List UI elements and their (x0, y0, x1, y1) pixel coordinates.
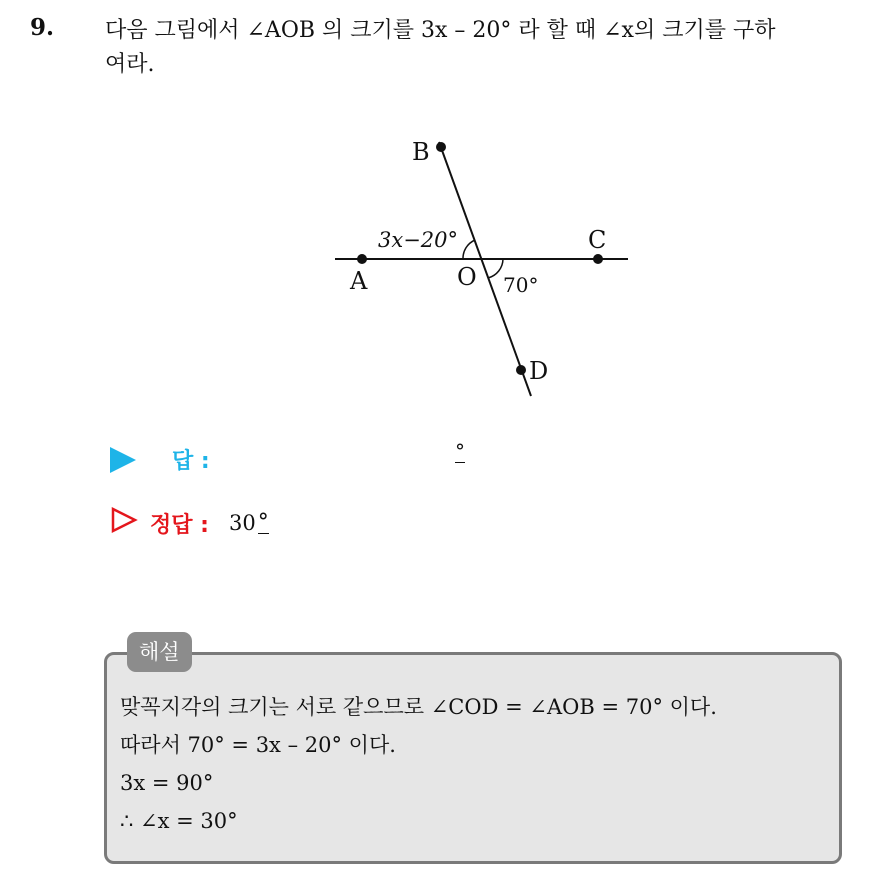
correct-unit: ° (257, 509, 269, 535)
answer-unit: ° (455, 439, 465, 463)
point-b (436, 142, 446, 152)
correct-row (110, 506, 269, 540)
explanation-line-4: ∴ ∠x = 30° (120, 809, 238, 833)
arc-cod (488, 259, 503, 278)
explanation-tab: 해설 (127, 632, 192, 672)
question-text (105, 14, 865, 82)
question-number: 9. (30, 14, 55, 41)
answer-label: 답 : (172, 449, 210, 474)
arc-aob (463, 240, 475, 259)
label-angle-aob: 3x−20° (378, 228, 459, 252)
label-c: C (588, 226, 607, 254)
line-bd (439, 142, 531, 396)
label-angle-cod: 70° (503, 273, 539, 297)
point-c (593, 254, 603, 264)
explanation-line-1: 맞꼭지각의 크기는 서로 같으므로 ∠COD = ∠AOB = 70° 이다. (120, 695, 717, 719)
outline-triangle-icon (110, 506, 138, 540)
filled-triangle-icon (110, 447, 136, 473)
point-a (357, 254, 367, 264)
explanation-line-3: 3x = 90° (120, 771, 214, 795)
label-d: D (529, 357, 549, 385)
correct-label: 정답 : (150, 512, 209, 538)
question-line-2: 여라. (105, 52, 155, 77)
label-o: O (457, 263, 477, 291)
answer-row (110, 444, 210, 475)
label-b: B (412, 138, 430, 166)
question-line-1: 다음 그림에서 ∠AOB 의 크기를 3x – 20° 라 할 때 ∠x의 크기를 구하 (105, 18, 776, 43)
angle-figure (330, 128, 640, 403)
label-a: A (350, 267, 368, 295)
angle-diagram (330, 128, 640, 403)
point-d (516, 365, 526, 375)
explanation-line-2: 따라서 70° = 3x – 20° 이다. (120, 733, 396, 757)
explanation-lines (120, 688, 717, 840)
correct-value: 30 (228, 511, 256, 535)
